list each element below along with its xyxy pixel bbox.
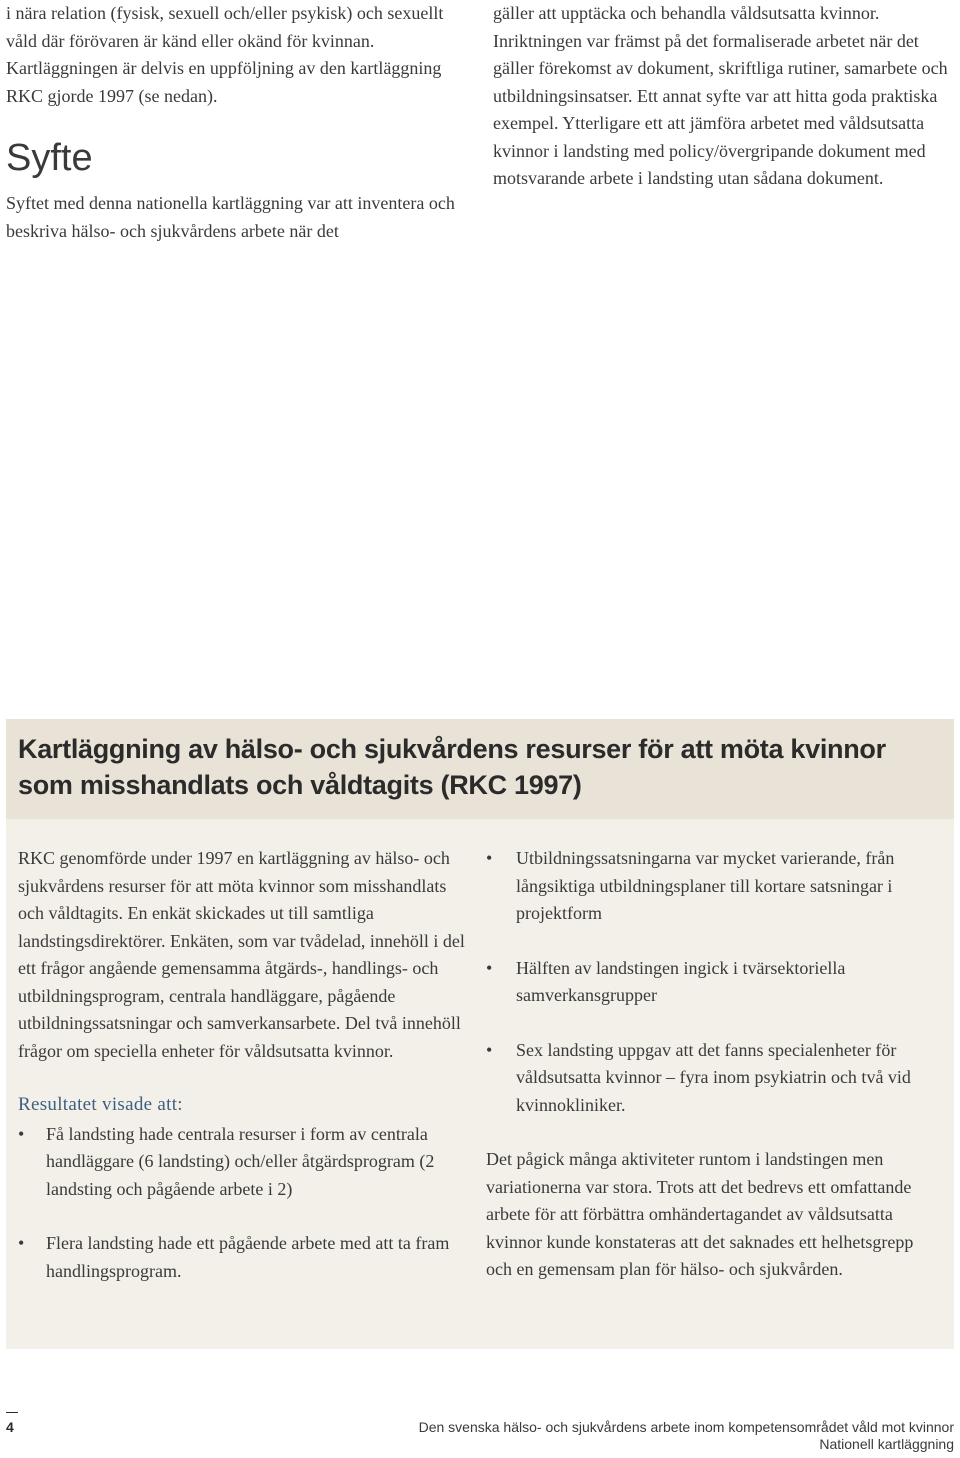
list-item [18, 1121, 468, 1204]
fact-box-intro-paragraph: RKC genomförde under 1997 en kartläggning av hälso- och sjukvårdens resurser för att möta kvinnor som misshandlats och våldtagits. En enkät skickades ut till samtliga landstingsdirektörer. Enkäten, som var tvådelad, innehöll i del ett frågor angående gemensamma åtgärds-, handlings- och utbildningsprogram, centrala handläggare, pågående utbildningssatsningar och samverkansarbete. Del två innehöll frågor om speciella enheter för våldsutsatta kvinnor. [18, 848, 465, 1061]
running-footer-line-2: Nationell kartläggning [819, 1436, 954, 1452]
bullet-icon: • [486, 957, 493, 978]
fact-box-header [6, 719, 954, 819]
rkc-1997-fact-box [6, 719, 954, 1349]
bullet-icon: • [486, 848, 493, 868]
intro-paragraph: i nära relation (fysisk, sexuell och/eller psykisk) och sexuellt våld där förövaren är känd eller okänd för kvinnan. Kartläggningen är delvis en uppföljning av den kartläggning RKC gjorde 1997 (se nedan). [6, 3, 444, 106]
bullet-icon: • [18, 1233, 25, 1253]
bullet-icon: • [486, 1039, 493, 1060]
footer-rule [6, 1412, 18, 1413]
page-number: 4 [6, 1419, 14, 1435]
running-footer-line-1: Den svenska hälso- och sjukvårdens arbete inom kompetensområdet våld mot kvinnor [418, 1419, 954, 1435]
top-left-column [6, 0, 466, 245]
syfte-continued-paragraph: gäller att upptäcka och behandla våldsutsatta kvinnor. Inriktningen var främst på det formaliserade arbetet när det gäller förekomst av dokument, skriftliga rutiner, samarbete och utbildningsinsatser. Ett annat syfte var att hitta goda praktiska exempel. Ytterligare ett att jämföra arbetet med våldsutsatta kvinnor i landsting med policy/övergripande dokument med motsvarande arbete i landsting utan sådana dokument. [493, 3, 948, 188]
fact-box-conclusion-paragraph: Det pågick många aktiviteter runtom i landstingen men variationerna var stora. Trots att det bedrevs ett omfattande arbete för att förbättra omhändertagandet av våldsutsatta kvinnor kunde konstateras att det saknades ett helhetsgrepp och en gemensam plan för hälso- och sjukvården. [486, 1149, 914, 1279]
list-item-text: Få landsting hade centrala resurser i form av centrala handläggare (6 landsting) och/eller åtgärdsprogram (2 landsting och pågående arbete i 2) [46, 1123, 435, 1199]
fact-box-title-line-2: som misshandlats och våldtagits (RKC 1997) [18, 770, 582, 800]
fact-box-right-column [486, 845, 936, 1284]
top-right-column [493, 0, 955, 193]
running-footer [419, 1419, 954, 1453]
section-heading-syfte: Syfte [6, 137, 93, 179]
syfte-paragraph: Syftet med denna nationella kartläggning var att inventera och beskriva hälso- och sjukvårdens arbete när det [6, 193, 455, 241]
fact-box-title-line-1: Kartläggning av hälso- och sjukvårdens resurser för att möta kvinnor [18, 734, 886, 764]
list-item-text: Utbildningssatsningarna var mycket varierande, från långsiktiga utbildningsplaner till kortare satsningar i projektform [516, 848, 895, 923]
list-item [486, 1037, 936, 1120]
results-list-left [18, 1121, 468, 1286]
results-heading: Resultatet visade att: [18, 1094, 183, 1115]
bullet-icon: • [18, 1123, 25, 1144]
list-item-text: Sex landsting uppgav att det fanns specialenheter för våldsutsatta kvinnor – fyra inom psykiatrin och två vid kvinnokliniker. [516, 1039, 911, 1115]
fact-box-left-column [18, 845, 468, 1312]
results-list-right [486, 845, 936, 1119]
fact-box-title [18, 731, 938, 803]
list-item [18, 1230, 468, 1285]
list-item-text: Hälften av landstingen ingick i tvärsektoriella samverkansgrupper [516, 957, 846, 1005]
list-item [486, 845, 936, 928]
list-item [486, 955, 936, 1010]
list-item-text: Flera landsting hade ett pågående arbete med att ta fram handlingsprogram. [46, 1233, 450, 1281]
